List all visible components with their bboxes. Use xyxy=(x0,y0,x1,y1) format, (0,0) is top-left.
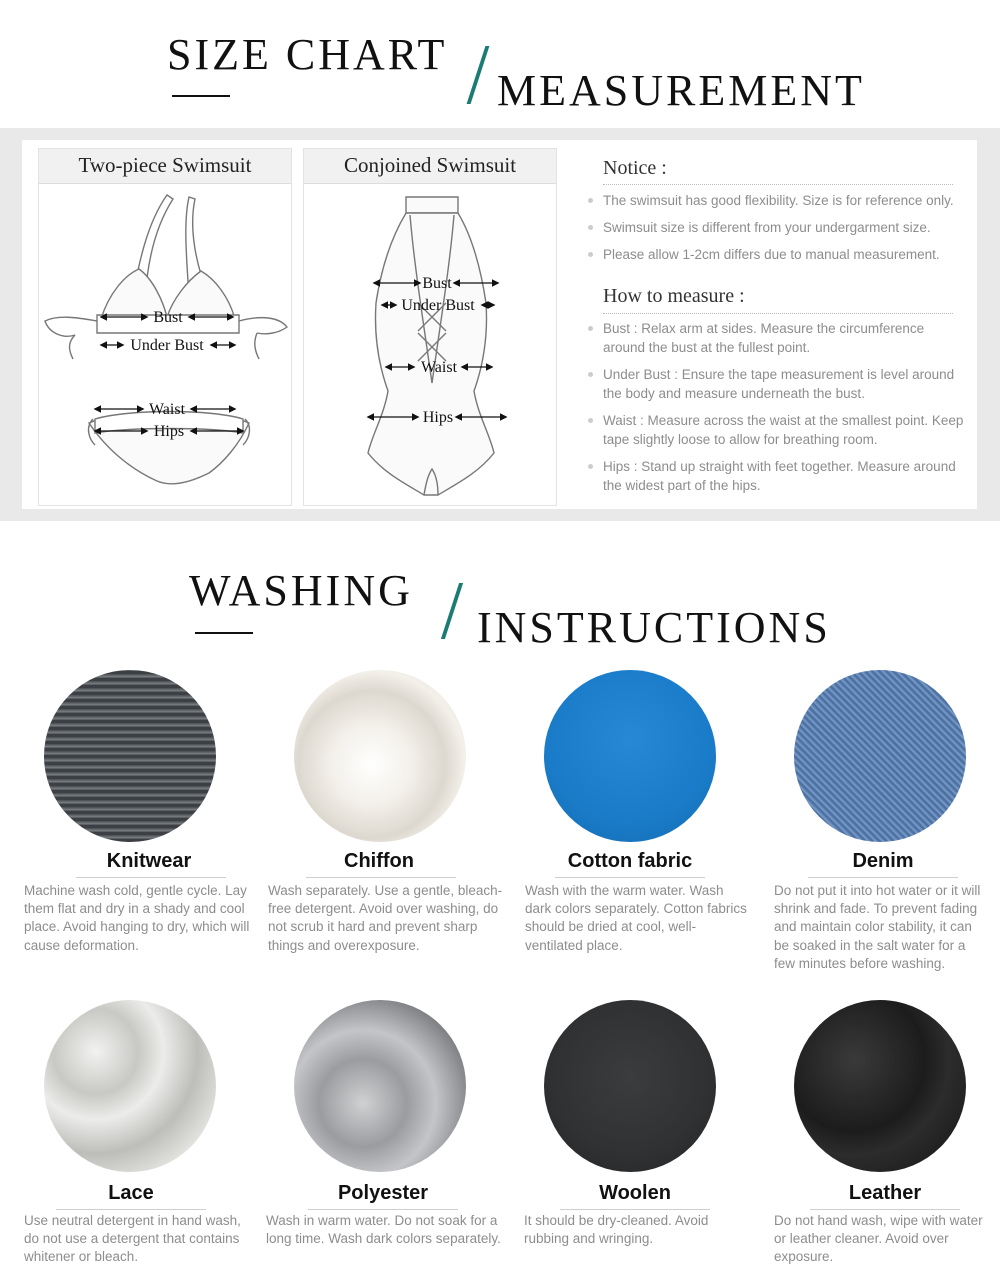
conjoined-swimsuit-diagram xyxy=(304,183,556,505)
measure-item-waist: Waist : Measure across the waist at the smallest point. Keep tape slightly loose to allow for breathing room. xyxy=(603,413,964,447)
notice-bullet xyxy=(588,198,593,203)
fabric-description: Do not hand wash, wipe with water or leather cleaner. Avoid over exposure. xyxy=(774,1213,983,1265)
fabric-description: Wash in warm water. Do not soak for a long time. Wash dark colors separately. xyxy=(266,1213,501,1247)
notice-bullet xyxy=(588,252,593,257)
fabric-description: Do not put it into hot water or it will shrink and fade. To prevent fading and maintain color stability, it can be soaked in the salt water for a few minutes before washing. xyxy=(774,883,981,971)
two-piece-hips-label: Hips xyxy=(153,423,185,440)
fabric-divider xyxy=(810,1209,960,1210)
fabric-divider xyxy=(808,877,958,878)
conjoined-under-bust-label: Under Bust xyxy=(401,297,475,314)
two-piece-bust-label: Bust xyxy=(153,309,183,326)
size-chart-heading: SIZE CHART xyxy=(167,30,448,79)
notice-item: Swimsuit size is different from your undergarment size. xyxy=(603,220,931,235)
heading-slash xyxy=(441,583,463,639)
notice-divider xyxy=(603,184,953,185)
fabric-divider xyxy=(76,877,226,878)
measurement-heading: MEASUREMENT xyxy=(497,66,865,115)
fabric-name: Denim xyxy=(852,850,914,872)
heading-slash xyxy=(467,46,490,104)
two-piece-title: Two-piece Swimsuit xyxy=(39,149,291,184)
measure-item-hips: Hips : Stand up straight with feet together. Measure around the widest part of the hips. xyxy=(603,459,956,493)
notice-title: Notice : xyxy=(603,157,667,179)
heading-underline xyxy=(172,95,230,97)
notice-bullet xyxy=(588,225,593,230)
notice-item: Please allow 1-2cm differs due to manual measurement. xyxy=(603,247,940,262)
how-to-measure-title: How to measure : xyxy=(603,285,745,307)
washing-heading: WASHING xyxy=(189,566,413,615)
conjoined-bust-label: Bust xyxy=(422,275,452,292)
fabric-description: It should be dry-cleaned. Avoid rubbing and wringing. xyxy=(524,1213,709,1247)
lace-swatch xyxy=(44,1000,216,1172)
polyester-swatch xyxy=(294,1000,466,1172)
conjoined-waist-label: Waist xyxy=(420,359,458,376)
conjoined-hips-label: Hips xyxy=(422,409,454,426)
notice-item: The swimsuit has good flexibility. Size is for reference only. xyxy=(603,193,954,208)
fabric-divider xyxy=(555,877,705,878)
measure-item-bust: Bust : Relax arm at sides. Measure the circumference around the bust at the fullest point. xyxy=(603,321,925,355)
two-piece-swimsuit-diagram xyxy=(39,183,291,505)
fabric-description: Wash separately. Use a gentle, bleach-free detergent. Avoid over washing, do not scrub it hard and prevent sharp things and overexposure. xyxy=(268,883,503,953)
fabric-name: Cotton fabric xyxy=(567,850,693,872)
fabric-divider xyxy=(308,1209,458,1210)
chiffon-swatch xyxy=(294,670,466,842)
fabric-name: Chiffon xyxy=(344,850,414,872)
leather-swatch xyxy=(794,1000,966,1172)
two-piece-under-bust-label: Under Bust xyxy=(130,337,204,354)
knitwear-swatch xyxy=(44,670,216,842)
measure-bullet xyxy=(588,372,593,377)
fabric-name: Knitwear xyxy=(106,850,192,872)
heading-underline xyxy=(195,632,253,634)
measure-bullet xyxy=(588,326,593,331)
conjoined-title: Conjoined Swimsuit xyxy=(304,149,556,184)
fabric-name: Woolen xyxy=(599,1182,671,1204)
denim-swatch xyxy=(794,670,966,842)
measure-bullet xyxy=(588,418,593,423)
measure-item-under-bust: Under Bust : Ensure the tape measurement is level around the body and measure underneath the bust. xyxy=(603,367,955,401)
fabric-divider xyxy=(560,1209,710,1210)
fabric-description: Use neutral detergent in hand wash, do not use a detergent that contains whitener or bleach. xyxy=(24,1213,241,1265)
fabric-description: Machine wash cold, gentle cycle. Lay them flat and dry in a shady and cool place. Avoid hanging to dry, which will cause deformation. xyxy=(24,883,250,953)
cotton-fabric-swatch xyxy=(544,670,716,842)
fabric-divider xyxy=(56,1209,206,1210)
how-to-divider xyxy=(603,313,953,314)
measure-bullet xyxy=(588,464,593,469)
instructions-heading: INSTRUCTIONS xyxy=(477,603,831,652)
fabric-name: Lace xyxy=(108,1182,154,1204)
fabric-name: Polyester xyxy=(337,1182,429,1204)
woolen-swatch xyxy=(544,1000,716,1172)
fabric-divider xyxy=(306,877,456,878)
fabric-name: Leather xyxy=(848,1182,922,1204)
fabric-description: Wash with the warm water. Wash dark colors separately. Cotton fabrics should be dried at cool, well-ventilated place. xyxy=(525,883,747,953)
two-piece-swimsuit-card xyxy=(38,148,292,506)
two-piece-waist-label: Waist xyxy=(148,401,186,418)
conjoined-swimsuit-card xyxy=(303,148,557,506)
